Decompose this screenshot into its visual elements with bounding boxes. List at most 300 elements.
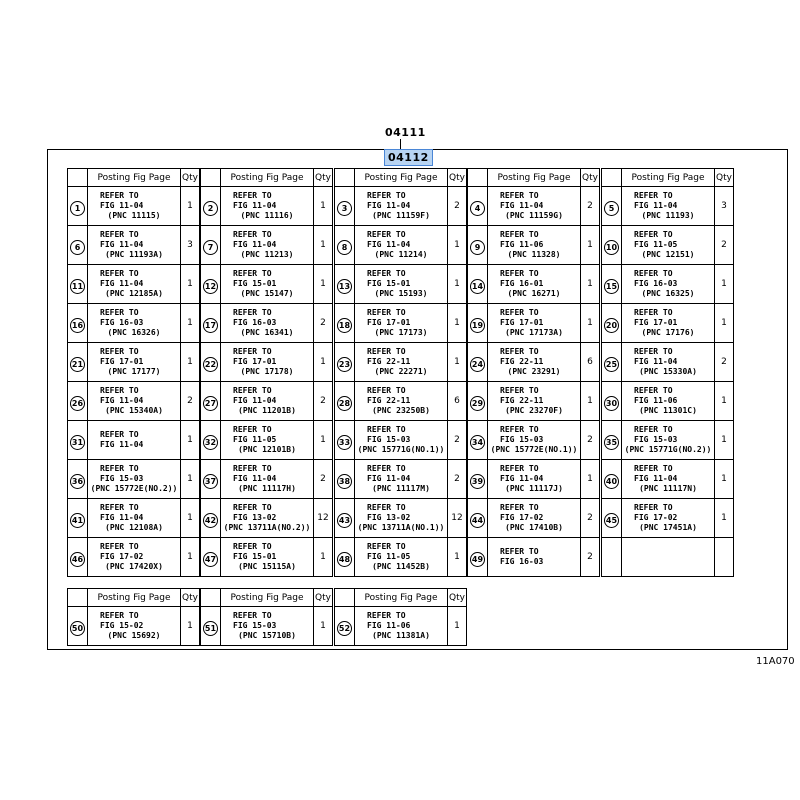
reference-cell [221, 607, 314, 646]
callout-number[interactable]: 15 [604, 279, 619, 294]
index-cell [602, 226, 622, 265]
reference-cell [488, 187, 581, 226]
index-header [68, 169, 88, 187]
reference-cell [355, 265, 448, 304]
refer-to-text: REFER TO [233, 386, 272, 395]
posting-fig-page-header: Posting Fig Page [488, 169, 581, 187]
callout-number[interactable]: 38 [337, 474, 352, 489]
callout-number[interactable]: 21 [70, 357, 85, 372]
index-cell [68, 382, 88, 421]
refer-to-text: REFER TO [367, 308, 406, 317]
qty-value: 1 [587, 474, 593, 484]
reference-cell [355, 343, 448, 382]
reference-cell [221, 343, 314, 382]
callout-number[interactable]: 43 [337, 513, 352, 528]
fig-page-text: FIG 15-03 [634, 435, 678, 444]
fig-page-text: FIG 15-02 [100, 621, 144, 630]
qty-cell [314, 265, 333, 304]
qty-value: 1 [187, 621, 193, 631]
qty-cell [448, 304, 467, 343]
fig-page-text: FIG 11-04 [100, 201, 144, 210]
index-cell [602, 460, 622, 499]
index-cell [602, 421, 622, 460]
header-row [201, 169, 333, 187]
table-row [602, 538, 734, 577]
reference-cell [221, 460, 314, 499]
qty-value: 2 [320, 396, 326, 406]
fig-page-text: FIG 16-03 [500, 557, 544, 566]
qty-cell [715, 421, 734, 460]
refer-to-text: REFER TO [367, 269, 406, 278]
reference-cell [622, 343, 715, 382]
qty-value: 3 [187, 240, 193, 250]
callout-number[interactable]: 22 [203, 357, 218, 372]
qty-value: 1 [587, 279, 593, 289]
qty-cell [715, 382, 734, 421]
fig-page-text: FIG 11-05 [634, 240, 678, 249]
refer-to-text: REFER TO [100, 308, 139, 317]
callout-number[interactable]: 50 [70, 621, 85, 636]
reference-cell [622, 187, 715, 226]
index-header [201, 169, 221, 187]
callout-number[interactable]: 2 [203, 201, 218, 216]
pnc-text: (PNC 11115) [107, 211, 161, 220]
callout-number[interactable]: 14 [470, 279, 485, 294]
pnc-text: (PNC 12101B) [238, 445, 296, 454]
reference-cell [88, 226, 181, 265]
qty-cell [314, 538, 333, 577]
callout-number[interactable]: 23 [337, 357, 352, 372]
index-cell [201, 187, 221, 226]
index-cell [468, 538, 488, 577]
table-row [468, 538, 600, 577]
qty-cell [181, 304, 200, 343]
header-row [335, 589, 467, 607]
fig-page-text: FIG 11-04 [500, 474, 544, 483]
refer-to-text: REFER TO [500, 269, 539, 278]
fig-page-text: FIG 22-11 [367, 396, 411, 405]
index-cell [602, 265, 622, 304]
pnc-text: (PNC 22271) [374, 367, 428, 376]
pnc-text: (PNC 17177) [107, 367, 161, 376]
posting-fig-page-header: Posting Fig Page [622, 169, 715, 187]
index-cell [335, 460, 355, 499]
table-row [335, 382, 467, 421]
refer-to-text: REFER TO [100, 230, 139, 239]
qty-cell [181, 226, 200, 265]
pnc-text: (PNC 11193) [641, 211, 695, 220]
pnc-text: (PNC 11213) [240, 250, 294, 259]
qty-header: Qty [448, 169, 467, 187]
qty-value: 1 [721, 513, 727, 523]
reference-cell [355, 607, 448, 646]
refer-to-text: REFER TO [100, 269, 139, 278]
pnc-text: (PNC 17176) [641, 328, 695, 337]
callout-number[interactable]: 35 [604, 435, 619, 450]
callout-number[interactable]: 46 [70, 552, 85, 567]
reference-cell [488, 421, 581, 460]
fig-page-text: FIG 11-04 [367, 240, 411, 249]
fig-page-text: FIG 16-03 [100, 318, 144, 327]
refer-to-text: REFER TO [100, 191, 139, 200]
qty-header: Qty [181, 169, 200, 187]
pnc-text: (PNC 16271) [507, 289, 561, 298]
callout-number[interactable]: 18 [337, 318, 352, 333]
qty-value: 1 [587, 396, 593, 406]
callout-number[interactable]: 8 [337, 240, 352, 255]
index-cell [602, 499, 622, 538]
table-row [468, 421, 600, 460]
refer-to-text: REFER TO [367, 542, 406, 551]
refer-to-text: REFER TO [233, 191, 272, 200]
table-row [68, 226, 200, 265]
refer-to-text: REFER TO [233, 425, 272, 434]
reference-table [200, 168, 333, 577]
table-row [335, 538, 467, 577]
qty-cell [314, 499, 333, 538]
callout-number[interactable]: 13 [337, 279, 352, 294]
pnc-text: (PNC 17173A) [505, 328, 563, 337]
callout-number[interactable]: 37 [203, 474, 218, 489]
header-row [68, 589, 200, 607]
table-row [201, 265, 333, 304]
reference-cell [622, 460, 715, 499]
reference-cell [88, 265, 181, 304]
table-row [335, 607, 467, 646]
qty-value: 2 [587, 552, 593, 562]
refer-to-text: REFER TO [367, 503, 406, 512]
table-row [468, 499, 600, 538]
callout-number[interactable]: 40 [604, 474, 619, 489]
refer-to-text: REFER TO [634, 464, 673, 473]
qty-value: 2 [320, 474, 326, 484]
table-row [68, 265, 200, 304]
qty-value: 1 [454, 357, 460, 367]
callout-number[interactable]: 30 [604, 396, 619, 411]
index-header [201, 589, 221, 607]
qty-cell [448, 343, 467, 382]
callout-number[interactable]: 19 [470, 318, 485, 333]
callout-number[interactable]: 3 [337, 201, 352, 216]
qty-cell [181, 343, 200, 382]
reference-cell [488, 226, 581, 265]
part-label-04112-highlighted[interactable]: 04112 [384, 149, 433, 166]
index-cell [68, 304, 88, 343]
callout-number[interactable]: 51 [203, 621, 218, 636]
callout-number[interactable]: 48 [337, 552, 352, 567]
qty-value: 1 [587, 240, 593, 250]
qty-cell [448, 538, 467, 577]
pnc-text: (PNC 23250B) [372, 406, 430, 415]
fig-page-text: FIG 11-04 [634, 474, 678, 483]
refer-to-text: REFER TO [634, 191, 673, 200]
refer-to-text: REFER TO [500, 347, 539, 356]
refer-to-text: REFER TO [233, 347, 272, 356]
pnc-text: (PNC 15771G(NO.2)) [624, 445, 712, 454]
reference-cell [221, 304, 314, 343]
callout-number[interactable]: 41 [70, 513, 85, 528]
qty-cell [314, 304, 333, 343]
callout-number[interactable]: 29 [470, 396, 485, 411]
callout-number[interactable]: 20 [604, 318, 619, 333]
index-cell [335, 607, 355, 646]
qty-cell [448, 382, 467, 421]
posting-fig-page-header: Posting Fig Page [221, 589, 314, 607]
index-cell [602, 187, 622, 226]
qty-cell [181, 382, 200, 421]
table-row [68, 607, 200, 646]
callout-number[interactable]: 36 [70, 474, 85, 489]
pnc-text: (PNC 15340A) [105, 406, 163, 415]
header-row [602, 169, 734, 187]
callout-number[interactable]: 24 [470, 357, 485, 372]
reference-cell [88, 460, 181, 499]
callout-number[interactable]: 33 [337, 435, 352, 450]
index-header [68, 589, 88, 607]
refer-to-text: REFER TO [500, 464, 539, 473]
callout-number[interactable]: 7 [203, 240, 218, 255]
refer-to-text: REFER TO [500, 386, 539, 395]
qty-header: Qty [715, 169, 734, 187]
callout-number[interactable]: 31 [70, 435, 85, 450]
index-cell [68, 499, 88, 538]
table-row [602, 226, 734, 265]
qty-value: 1 [320, 240, 326, 250]
table-row [602, 187, 734, 226]
callout-number[interactable]: 49 [470, 552, 485, 567]
reference-cell [88, 538, 181, 577]
refer-to-text: REFER TO [500, 503, 539, 512]
reference-cell [622, 265, 715, 304]
callout-number[interactable]: 4 [470, 201, 485, 216]
pnc-text: (PNC 15193) [374, 289, 428, 298]
qty-value: 2 [587, 435, 593, 445]
index-cell [468, 421, 488, 460]
callout-number[interactable]: 34 [470, 435, 485, 450]
index-cell [335, 265, 355, 304]
qty-value: 2 [454, 201, 460, 211]
refer-to-text: REFER TO [233, 269, 272, 278]
posting-fig-page-header: Posting Fig Page [88, 169, 181, 187]
refer-to-text: REFER TO [500, 425, 539, 434]
index-cell [468, 265, 488, 304]
table-row [68, 304, 200, 343]
callout-number[interactable]: 10 [604, 240, 619, 255]
qty-cell [181, 607, 200, 646]
table-row [335, 421, 467, 460]
qty-value: 1 [187, 279, 193, 289]
callout-number[interactable]: 16 [70, 318, 85, 333]
refer-to-text: REFER TO [100, 347, 139, 356]
qty-cell [314, 343, 333, 382]
qty-cell [581, 382, 600, 421]
qty-cell [314, 187, 333, 226]
reference-cell [221, 538, 314, 577]
posting-fig-page-header: Posting Fig Page [355, 169, 448, 187]
pnc-text: (PNC 17451A) [639, 523, 697, 532]
fig-page-text: FIG 17-01 [100, 357, 144, 366]
qty-value: 2 [721, 357, 727, 367]
qty-cell [715, 187, 734, 226]
refer-to-text: REFER TO [100, 611, 139, 620]
reference-cell [622, 538, 715, 577]
refer-to-text: REFER TO [634, 347, 673, 356]
qty-header: Qty [581, 169, 600, 187]
callout-number[interactable]: 52 [337, 621, 352, 636]
table-row [201, 382, 333, 421]
table-row [602, 343, 734, 382]
qty-cell [581, 226, 600, 265]
index-cell [335, 538, 355, 577]
qty-value: 2 [454, 435, 460, 445]
fig-page-text: FIG 11-04 [233, 396, 277, 405]
callout-number[interactable]: 25 [604, 357, 619, 372]
qty-cell [715, 226, 734, 265]
pnc-text: (PNC 11328) [507, 250, 561, 259]
reference-cell [221, 265, 314, 304]
reference-cell [88, 382, 181, 421]
reference-cell [488, 343, 581, 382]
qty-cell [581, 499, 600, 538]
table-row [201, 460, 333, 499]
fig-page-text: FIG 11-04 [500, 201, 544, 210]
index-cell [335, 343, 355, 382]
callout-number[interactable]: 47 [203, 552, 218, 567]
callout-number[interactable]: 45 [604, 513, 619, 528]
refer-to-text: REFER TO [634, 386, 673, 395]
pnc-text: (PNC 12151) [641, 250, 695, 259]
table-row [335, 460, 467, 499]
qty-cell [448, 499, 467, 538]
qty-cell [581, 421, 600, 460]
fig-page-text: FIG 22-11 [500, 357, 544, 366]
reference-table [467, 168, 600, 577]
fig-page-text: FIG 17-01 [367, 318, 411, 327]
refer-to-text: REFER TO [367, 347, 406, 356]
table-row [468, 382, 600, 421]
reference-cell [622, 421, 715, 460]
reference-table [334, 168, 467, 577]
reference-table [67, 588, 200, 646]
refer-to-text: REFER TO [100, 542, 139, 551]
reference-cell [355, 226, 448, 265]
refer-to-text: REFER TO [634, 425, 673, 434]
table-row [201, 607, 333, 646]
fig-page-text: FIG 15-03 [100, 474, 144, 483]
reference-cell [88, 187, 181, 226]
callout-number[interactable]: 44 [470, 513, 485, 528]
callout-number[interactable]: 28 [337, 396, 352, 411]
reference-cell [221, 187, 314, 226]
refer-to-text: REFER TO [100, 386, 139, 395]
index-cell [68, 538, 88, 577]
index-cell [468, 382, 488, 421]
qty-cell [181, 265, 200, 304]
table-row [335, 187, 467, 226]
callout-number[interactable]: 17 [203, 318, 218, 333]
refer-to-text: REFER TO [634, 269, 673, 278]
callout-number[interactable]: 39 [470, 474, 485, 489]
reference-cell [221, 226, 314, 265]
pnc-text: (PNC 15771G(NO.1)) [357, 445, 445, 454]
qty-cell [715, 343, 734, 382]
table-row [602, 304, 734, 343]
callout-number[interactable]: 6 [70, 240, 85, 255]
table-row [201, 343, 333, 382]
qty-cell [448, 265, 467, 304]
callout-number[interactable]: 1 [70, 201, 85, 216]
posting-fig-page-header: Posting Fig Page [221, 169, 314, 187]
refer-to-text: REFER TO [100, 430, 139, 439]
refer-to-text: REFER TO [233, 542, 272, 551]
index-cell [335, 499, 355, 538]
qty-cell [448, 187, 467, 226]
fig-page-text: FIG 13-02 [233, 513, 277, 522]
table-row [68, 421, 200, 460]
qty-value: 1 [187, 474, 193, 484]
callout-number[interactable]: 42 [203, 513, 218, 528]
qty-value: 2 [587, 201, 593, 211]
reference-cell [488, 382, 581, 421]
callout-number[interactable]: 32 [203, 435, 218, 450]
fig-page-text: FIG 11-04 [100, 240, 144, 249]
callout-number[interactable]: 9 [470, 240, 485, 255]
index-cell [201, 265, 221, 304]
index-cell [468, 460, 488, 499]
reference-cell [355, 460, 448, 499]
refer-to-text: REFER TO [233, 308, 272, 317]
qty-value: 1 [721, 279, 727, 289]
table-row [468, 343, 600, 382]
table-row [201, 226, 333, 265]
callout-number[interactable]: 11 [70, 279, 85, 294]
table-row [468, 304, 600, 343]
qty-value: 1 [187, 201, 193, 211]
callout-number[interactable]: 26 [70, 396, 85, 411]
reference-cell [488, 499, 581, 538]
index-cell [468, 304, 488, 343]
index-cell [68, 226, 88, 265]
fig-page-text: FIG 16-03 [233, 318, 277, 327]
callout-number[interactable]: 27 [203, 396, 218, 411]
index-cell [468, 226, 488, 265]
qty-cell [581, 538, 600, 577]
callout-number[interactable]: 12 [203, 279, 218, 294]
header-row [335, 169, 467, 187]
table-row [468, 460, 600, 499]
fig-page-text: FIG 11-04 [634, 357, 678, 366]
qty-cell [314, 382, 333, 421]
refer-to-text: REFER TO [500, 547, 539, 556]
index-header [602, 169, 622, 187]
fig-page-text: FIG 15-01 [233, 279, 277, 288]
table-row [68, 499, 200, 538]
pnc-text: (PNC 13711A(NO.2)) [223, 523, 311, 532]
callout-number[interactable]: 5 [604, 201, 619, 216]
pnc-text: (PNC 11159G) [505, 211, 563, 220]
refer-to-text: REFER TO [367, 230, 406, 239]
pnc-text: (PNC 11301C) [639, 406, 697, 415]
index-cell [68, 421, 88, 460]
pnc-text: (PNC 11452B) [372, 562, 430, 571]
qty-cell [181, 499, 200, 538]
qty-cell [715, 499, 734, 538]
qty-value: 1 [320, 357, 326, 367]
index-cell [602, 304, 622, 343]
reference-cell [355, 304, 448, 343]
pnc-text: (PNC 11193A) [105, 250, 163, 259]
qty-value: 1 [454, 240, 460, 250]
